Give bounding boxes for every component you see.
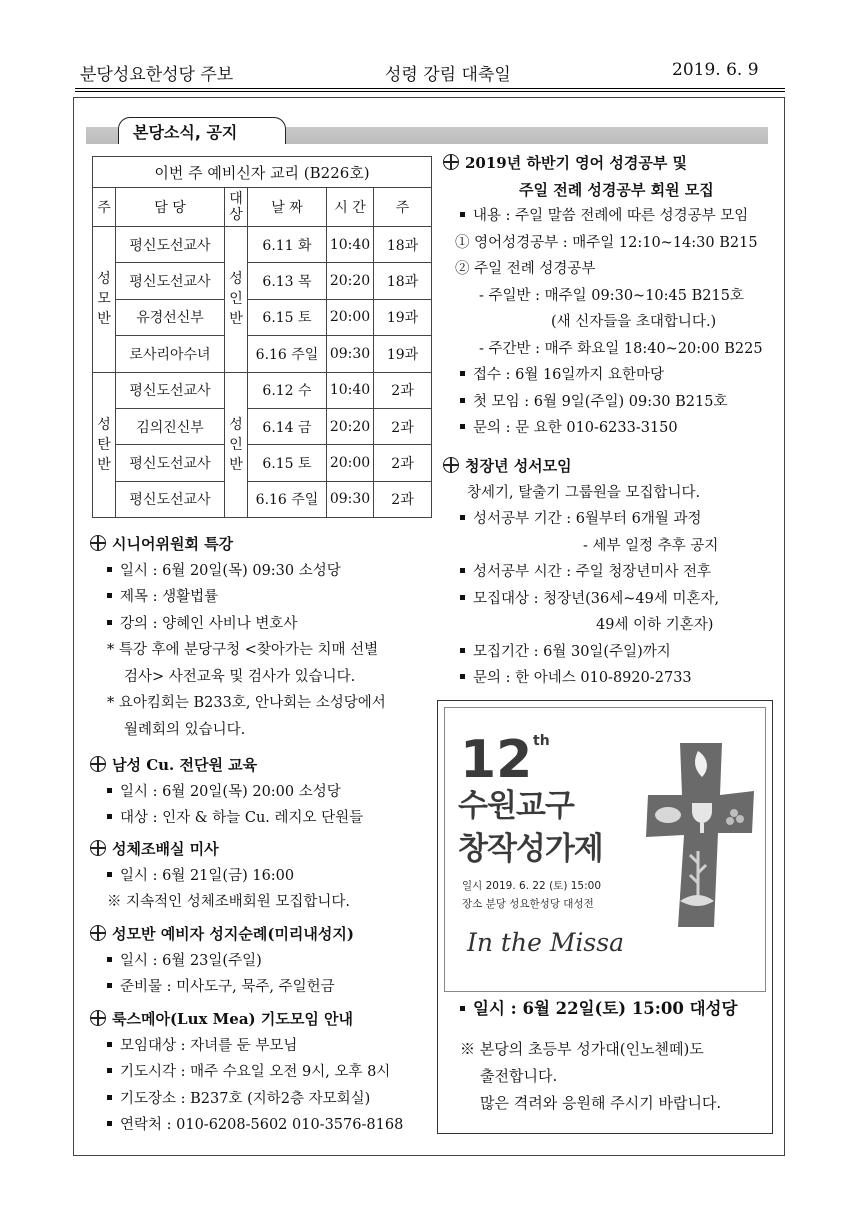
note-line: 월례회의 있습니다. [124, 721, 246, 738]
note-line: 49세 이하 기혼자) [596, 617, 714, 633]
list-item: 첫 모임 : 6월 9일(주일) 09:30 B215호 [443, 389, 763, 416]
header-rule-2 [75, 91, 785, 92]
lesson-cell: 19과 [374, 336, 432, 372]
lesson-cell: 2과 [374, 481, 432, 517]
bullet-icon [107, 1042, 112, 1047]
header-date: 2019. 6. 9 [672, 60, 759, 80]
bullet-icon [460, 1006, 465, 1011]
bullet-icon [460, 568, 465, 573]
table-row [93, 299, 432, 335]
col-header-time: 시 간 [327, 188, 374, 227]
list-item: 문의 : 한 아네스 010-8920-2733 [443, 665, 719, 692]
col-header-class: 주 [93, 188, 116, 227]
cu-training-section [90, 752, 363, 832]
note-line: - 세부 일정 추후 공지 [583, 537, 719, 554]
teacher-cell: 평신도선교사 [116, 445, 225, 481]
list-item: 내용 : 주일 말씀 전례에 따른 성경공부 모임 [443, 203, 763, 230]
date-cell: 6.15 토 [248, 445, 327, 481]
poster-script-title: In the Missa [467, 928, 624, 957]
poster-note-line: 출전합니다. [480, 1067, 558, 1085]
time-cell: 09:30 [327, 481, 374, 517]
table-row [93, 336, 432, 372]
time-cell: 20:00 [327, 445, 374, 481]
list-item: 강의 : 양혜인 사비나 변호사 [90, 611, 386, 638]
list-item: ② 주일 전례 성경공부 [455, 261, 596, 277]
time-cell: 10:40 [327, 372, 374, 408]
list-item: 일시 : 6월 21일(금) 16:00 [90, 863, 350, 890]
teacher-cell: 평신도선교사 [116, 227, 225, 263]
pilgrimage-section [90, 921, 354, 1001]
bullet-icon [107, 788, 112, 793]
bullet-icon [460, 212, 465, 217]
target-label: 성인반 [225, 372, 248, 518]
lesson-cell: 2과 [374, 445, 432, 481]
bullet-icon [460, 515, 465, 520]
bullet-icon [107, 567, 112, 572]
bullet-icon [107, 814, 112, 819]
english-bible-section [443, 150, 763, 442]
note-line: (새 신자들을 초대합니다.) [551, 314, 717, 330]
bullet-icon [107, 872, 112, 877]
table-row [93, 445, 432, 481]
lesson-cell: 19과 [374, 299, 432, 335]
date-cell: 6.13 목 [248, 263, 327, 299]
youth-bible-section [443, 453, 719, 692]
date-cell: 6.16 주일 [248, 336, 327, 372]
date-cell: 6.12 수 [248, 372, 327, 408]
cross-icon [640, 733, 760, 933]
bullet-icon [107, 957, 112, 962]
cross-circle-icon [443, 457, 459, 473]
date-cell: 6.14 금 [248, 408, 327, 444]
note-line: 검사> 사전교육 및 검사가 있습니다. [124, 668, 356, 685]
teacher-cell: 평신도선교사 [116, 372, 225, 408]
group-label-seongtan: 성탄반 [93, 372, 116, 518]
bullet-icon [460, 398, 465, 403]
english-title-2: 주일 전례 성경공부 회원 모집 [519, 180, 714, 199]
bullet-icon [107, 1095, 112, 1100]
list-item: 일시 : 6월 20일(목) 09:30 소성당 [90, 558, 386, 585]
note-line: ※ 지속적인 성체조배회원 모집합니다. [107, 894, 351, 910]
col-header-teacher: 담 당 [116, 188, 225, 227]
teacher-cell: 유경선신부 [116, 299, 225, 335]
poster-event-time: 일시 : 6월 22일(토) 15:00 대성당 [460, 995, 737, 1019]
bullet-icon [460, 674, 465, 679]
bullet-icon [460, 648, 465, 653]
list-item: 준비물 : 미사도구, 묵주, 주일헌금 [90, 974, 354, 1001]
cu-title: 남성 Cu. 전단원 교육 [90, 752, 363, 779]
poster-title-line2: 창작성가제 [458, 831, 603, 867]
table-row [93, 227, 432, 263]
list-item: 제목 : 생활법률 [90, 584, 386, 611]
adoration-title: 성체조배실 미사 [90, 836, 350, 863]
lesson-cell: 2과 [374, 408, 432, 444]
target-label: 성인반 [225, 227, 248, 373]
list-item: 기도장소 : B237호 (지하2층 자모회실) [90, 1086, 403, 1113]
bullet-icon [107, 593, 112, 598]
poster-note-line: ※ 본당의 초등부 성가대(인노첸떼)도 [460, 1040, 704, 1058]
header-center: 성령 강림 대축일 [385, 65, 511, 85]
bullet-icon [460, 595, 465, 600]
teacher-cell: 평신도선교사 [116, 263, 225, 299]
poster-edition-number: 12 [460, 730, 533, 790]
poster-edition-suffix: th [533, 733, 550, 749]
bullet-icon [107, 620, 112, 625]
cross-circle-icon [443, 154, 459, 170]
list-item: 접수 : 6월 16일까지 요한마당 [443, 362, 763, 389]
adoration-section [90, 836, 350, 916]
col-header-target: 대상 [225, 188, 248, 227]
list-item: - 주일반 : 매주일 09:30~10:45 B215호 [479, 287, 744, 304]
list-item: - 주간반 : 매주 화요일 18:40~20:00 B225 [479, 340, 763, 357]
list-item: 모집대상 : 청장년(36세~49세 미혼자, [443, 586, 719, 613]
bullet-icon [107, 1068, 112, 1073]
list-item: 일시 : 6월 20일(목) 20:00 소성당 [90, 779, 363, 806]
poster-note-line: 많은 격려와 응원해 주시기 바랍니다. [480, 1094, 722, 1112]
english-title-1: 2019년 하반기 영어 성경공부 및 [443, 150, 763, 177]
table-title: 이번 주 예비신자 교리 (B226호) [93, 157, 432, 188]
teacher-cell: 김의진신부 [116, 408, 225, 444]
bullet-icon [107, 1121, 112, 1126]
cross-circle-icon [90, 840, 106, 856]
list-item: 연락처 : 010-6208-5602 010-3576-8168 [90, 1112, 403, 1139]
cross-circle-icon [90, 925, 106, 941]
section-banner-title: 본당소식, 공지 [133, 123, 238, 142]
date-cell: 6.16 주일 [248, 481, 327, 517]
date-cell: 6.15 토 [248, 299, 327, 335]
cross-circle-icon [90, 1010, 106, 1026]
list-item: 문의 : 문 요한 010-6233-3150 [443, 415, 763, 442]
lesson-cell: 18과 [374, 227, 432, 263]
note-line: * 특강 후에 분당구청 <찾아가는 치매 선별 [107, 642, 379, 658]
table-row [93, 408, 432, 444]
bullet-icon [460, 371, 465, 376]
cross-circle-icon [90, 756, 106, 772]
time-cell: 20:20 [327, 263, 374, 299]
list-item: 모임대상 : 자녀를 둔 부모님 [90, 1033, 403, 1060]
teacher-cell: 로사리아수녀 [116, 336, 225, 372]
poster-place-info: 장소 분당 성요한성당 대성전 [462, 898, 594, 910]
table-row [93, 372, 432, 408]
lesson-cell: 2과 [374, 372, 432, 408]
time-cell: 10:40 [327, 227, 374, 263]
table-row [93, 263, 432, 299]
poster-title-line1: 수원교구 [458, 788, 574, 824]
cross-circle-icon [90, 535, 106, 551]
bullet-icon [107, 983, 112, 988]
poster-date-info: 일시 2019. 6. 22 (토) 15:00 [462, 880, 602, 892]
lux-mea-section [90, 1006, 403, 1139]
header-left: 분당성요한성당 주보 [80, 65, 234, 85]
group-label-seongmo: 성모반 [93, 227, 116, 373]
list-item: 기도시각 : 매주 수요일 오전 9시, 오후 8시 [90, 1059, 403, 1086]
lesson-cell: 18과 [374, 263, 432, 299]
col-header-lesson: 주 [374, 188, 432, 227]
pilgrimage-title: 성모반 예비자 성지순례(미리내성지) [90, 921, 354, 948]
list-item: 성서공부 시간 : 주일 청장년미사 전후 [443, 559, 719, 586]
senior-title: 시니어위원회 특강 [90, 531, 386, 558]
time-cell: 09:30 [327, 336, 374, 372]
list-item: 성서공부 기간 : 6월부터 6개월 과정 [443, 506, 719, 533]
list-item: 일시 : 6월 23일(주일) [90, 948, 354, 975]
list-item: ① 영어성경공부 : 매주일 12:10~14:30 B215 [455, 234, 758, 251]
time-cell: 20:20 [327, 408, 374, 444]
table-row [93, 481, 432, 517]
time-cell: 20:00 [327, 299, 374, 335]
youth-title: 청장년 성서모임 [443, 453, 719, 480]
lux-mea-title: 룩스메아(Lux Mea) 기도모임 안내 [90, 1006, 403, 1033]
senior-lecture-section [90, 531, 386, 743]
teacher-cell: 평신도선교사 [116, 481, 225, 517]
poster-note [460, 1036, 721, 1117]
note-line: * 요아킴회는 B233호, 안나회는 소성당에서 [107, 695, 386, 711]
date-cell: 6.11 화 [248, 227, 327, 263]
header-rule [75, 88, 785, 89]
table-header-row [93, 188, 432, 227]
col-header-date: 날 짜 [248, 188, 327, 227]
list-item: 모집기간 : 6월 30일(주일)까지 [443, 639, 719, 666]
catechism-schedule-table [92, 156, 432, 518]
bullet-icon [460, 424, 465, 429]
list-item: 대상 : 인자 & 하늘 Cu. 레지오 단원들 [90, 805, 363, 832]
intro-line: 창세기, 탈출기 그룹원을 모집합니다. [467, 484, 701, 501]
